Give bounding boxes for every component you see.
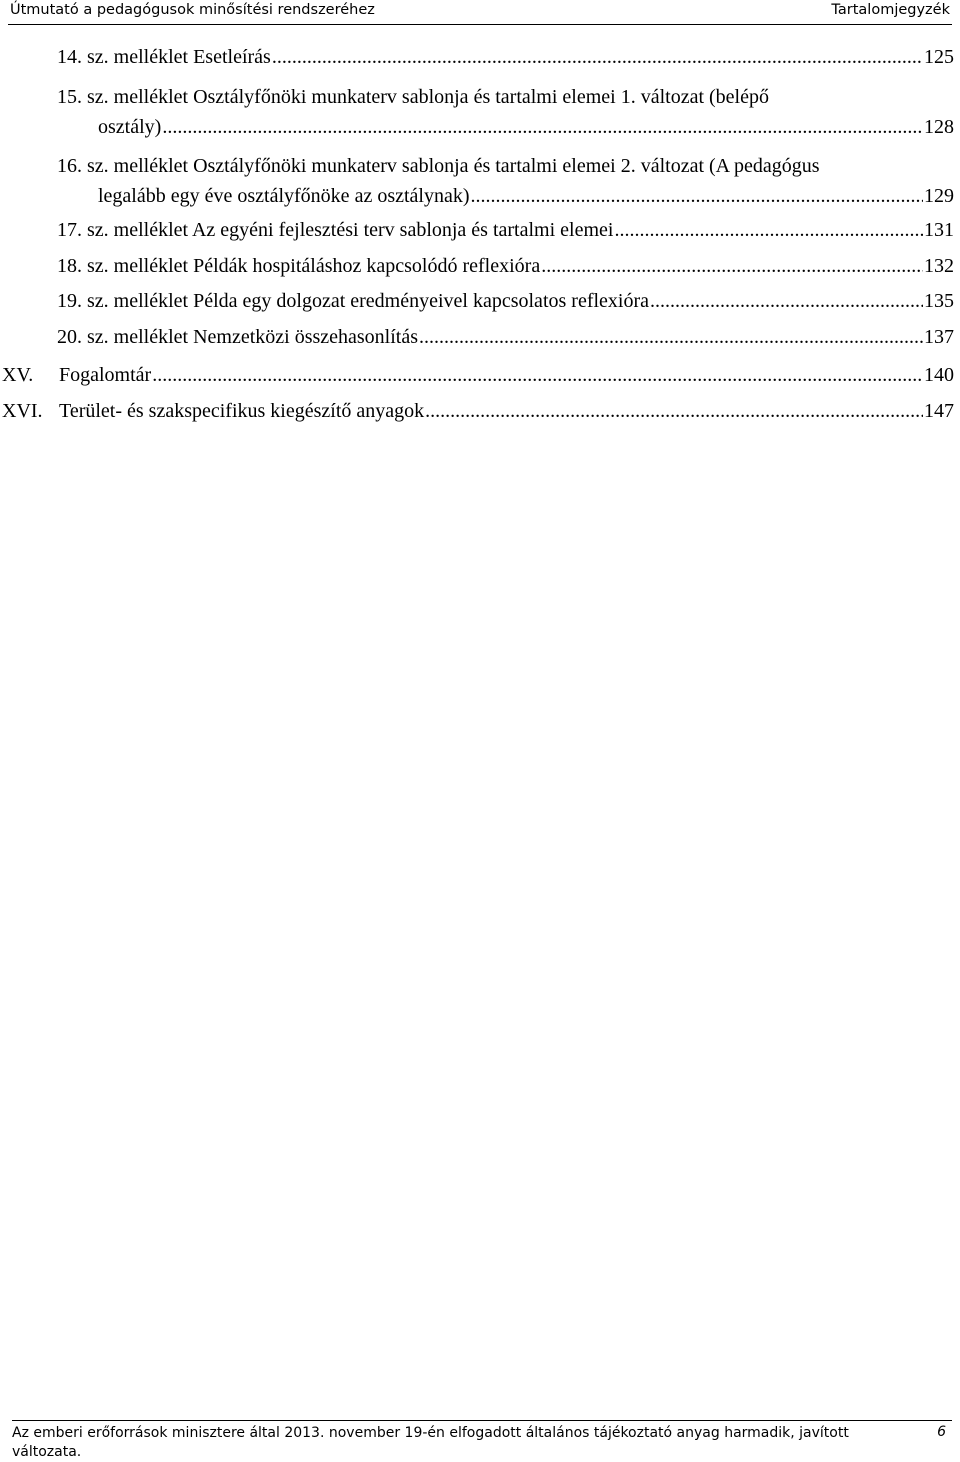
dot-leader — [614, 219, 923, 241]
toc-chapter-number: XV. — [2, 364, 34, 386]
toc-entry-page: 132 — [924, 255, 954, 277]
toc-entry-18[interactable] — [57, 255, 954, 277]
toc-entry-17[interactable] — [57, 219, 954, 241]
toc-entry-19[interactable] — [57, 290, 954, 312]
toc-entry-page: 140 — [924, 364, 954, 386]
toc-entry-title: 17. sz. melléklet Az egyéni fejlesztési terv sablonja és tartalmi elemei — [57, 219, 614, 241]
dot-leader — [650, 290, 923, 312]
toc-entry-20[interactable] — [57, 326, 954, 348]
toc-entry-title: osztály) — [98, 116, 162, 138]
toc-chapter-title: Terület- és szakspecifikus kiegészítő anyagok — [59, 400, 425, 422]
page-footer — [12, 1420, 952, 1461]
toc-entry-page: 131 — [924, 219, 954, 241]
toc-entry-15-line1[interactable]: 15. sz. melléklet Osztályfőnöki munkaterv sablonja és tartalmi elemei 1. változat (belépő — [57, 86, 769, 108]
toc-chapter-number: XVI. — [2, 400, 43, 422]
dot-leader — [471, 185, 923, 207]
toc-entry-title: 14. sz. melléklet Esetleírás — [57, 46, 271, 68]
toc-chapter-xv[interactable] — [2, 364, 954, 386]
toc-entry-page: 129 — [924, 185, 954, 207]
toc-entry-14[interactable] — [57, 46, 954, 68]
header-document-title: Útmutató a pedagógusok minősítési rendszeréhez — [10, 2, 375, 18]
toc-entry-title: 18. sz. melléklet Példák hospitáláshoz kapcsolódó reflexióra — [57, 255, 541, 277]
toc-entry-page: 128 — [924, 116, 954, 138]
dot-leader — [425, 400, 923, 422]
toc-entry-page: 137 — [924, 326, 954, 348]
toc-entry-title: 20. sz. melléklet Nemzetközi összehasonlítás — [57, 326, 419, 348]
toc-entry-16-line1[interactable]: 16. sz. melléklet Osztályfőnöki munkaterv sablonja és tartalmi elemei 2. változat (A pedagógus — [57, 155, 820, 177]
toc-entry-16[interactable] — [98, 185, 954, 207]
toc-entry-title: legalább egy éve osztályfőnöke az osztálynak) — [98, 185, 470, 207]
toc-chapter-xvi[interactable] — [2, 400, 954, 422]
toc-entry-page: 147 — [924, 400, 954, 422]
header-section-title: Tartalomjegyzék — [831, 2, 950, 18]
toc-entry-title: 19. sz. melléklet Példa egy dolgozat eredményeivel kapcsolatos reflexióra — [57, 290, 650, 312]
toc-entry-page: 125 — [924, 46, 954, 68]
toc-entry-page: 135 — [924, 290, 954, 312]
toc-entry-15[interactable] — [98, 116, 954, 138]
page-header — [8, 0, 952, 25]
toc-chapter-heading — [2, 364, 151, 386]
dot-leader — [152, 364, 923, 386]
page-number: 6 — [937, 1424, 946, 1440]
toc-chapter-title: Fogalomtár — [59, 364, 152, 386]
toc-chapter-heading — [2, 400, 424, 422]
dot-leader — [419, 326, 923, 348]
dot-leader — [162, 116, 923, 138]
footer-note: Az emberi erőforrások minisztere által 2013. november 19-én elfogadott általános tájékoztató anyag harmadik, javított változata. — [12, 1425, 849, 1460]
dot-leader — [541, 255, 923, 277]
dot-leader — [272, 46, 923, 68]
